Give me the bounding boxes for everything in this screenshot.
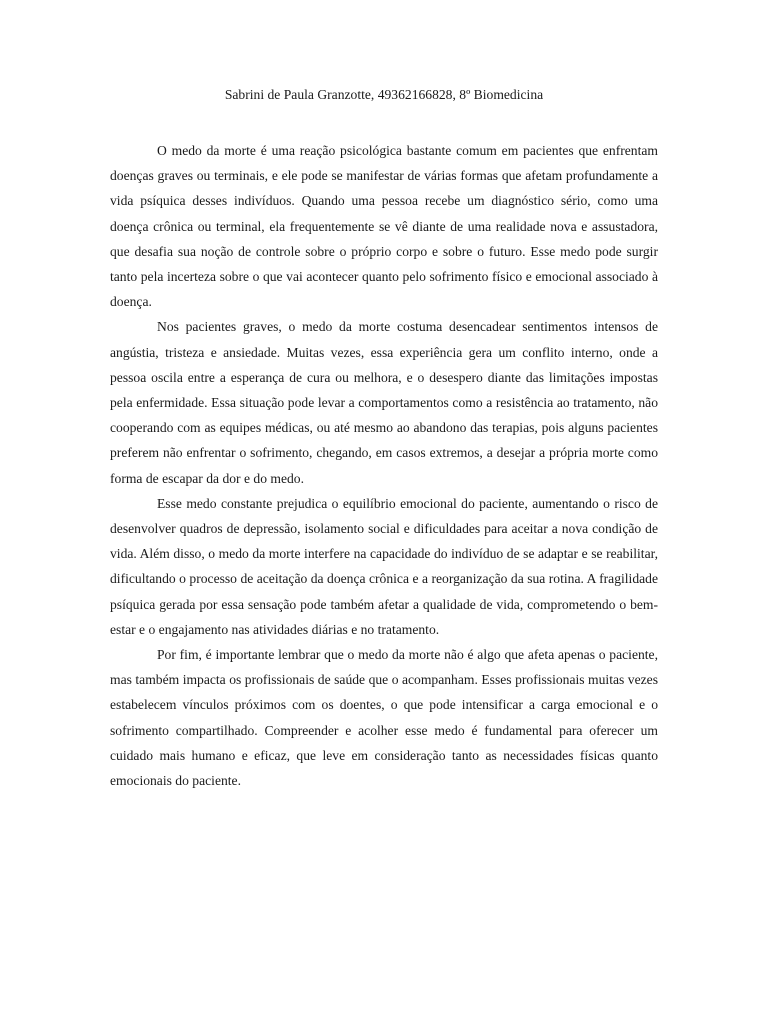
document-header: Sabrini de Paula Granzotte, 49362166828, 8º Biomedicina <box>224 87 544 102</box>
paragraph-4: Por fim, é importante lembrar que o medo da morte não é algo que afeta apenas o paciente, mas também impacta os profissionais de saúde que o acompanham. Esses profissionais muitas vezes estabelecem vínculos próximos com os doentes, o que pode intensificar a carga emocional e o sofrimento compartilhado. Compreender e acolher esse medo é fundamental para oferecer um cuidado mais humano e eficaz, que leve em consideração tanto as necessidades físicas quanto emocionais do paciente. <box>110 647 658 789</box>
paragraph-2: Nos pacientes graves, o medo da morte costuma desencadear sentimentos intensos de angústia, tristeza e ansiedade. Muitas vezes, essa experiência gera um conflito interno, onde a pessoa oscila entre a esperança de cura ou melhora, e o desespero diante das limitações impostas pela enfermidade. Essa situação pode levar a comportamentos como a resistência ao tratamento, não cooperando com as equipes médicas, ou até mesmo ao abandono das terapias, pois alguns pacientes preferem não enfrentar o sofrimento, chegando, em casos extremos, a desejar a própria morte como forma de escapar da dor e do medo. <box>110 319 658 486</box>
document-body <box>110 138 658 793</box>
paragraph-1: O medo da morte é uma reação psicológica bastante comum em pacientes que enfrentam doenças graves ou terminais, e ele pode se manifestar de várias formas que afetam profundamente a vida psíquica desses indivíduos. Quando uma pessoa recebe um diagnóstico sério, como uma doença crônica ou terminal, ela frequentemente se vê diante de uma realidade nova e assustadora, que desafia sua noção de controle sobre o próprio corpo e sobre o futuro. Esse medo pode surgir tanto pela incerteza sobre o que vai acontecer quanto pelo sofrimento físico e emocional associado à doença. <box>110 143 658 310</box>
paragraph-3: Esse medo constante prejudica o equilíbrio emocional do paciente, aumentando o risco de desenvolver quadros de depressão, isolamento social e dificuldades para aceitar a nova condição de vida. Além disso, o medo da morte interfere na capacidade do indivíduo de se adaptar e se reabilitar, dificultando o processo de aceitação da doença crônica e a reorganização da sua rotina. A fragilidade psíquica gerada por essa sensação pode também afetar a qualidade de vida, comprometendo o bem-estar e o engajamento nas atividades diárias e no tratamento. <box>110 495 658 637</box>
